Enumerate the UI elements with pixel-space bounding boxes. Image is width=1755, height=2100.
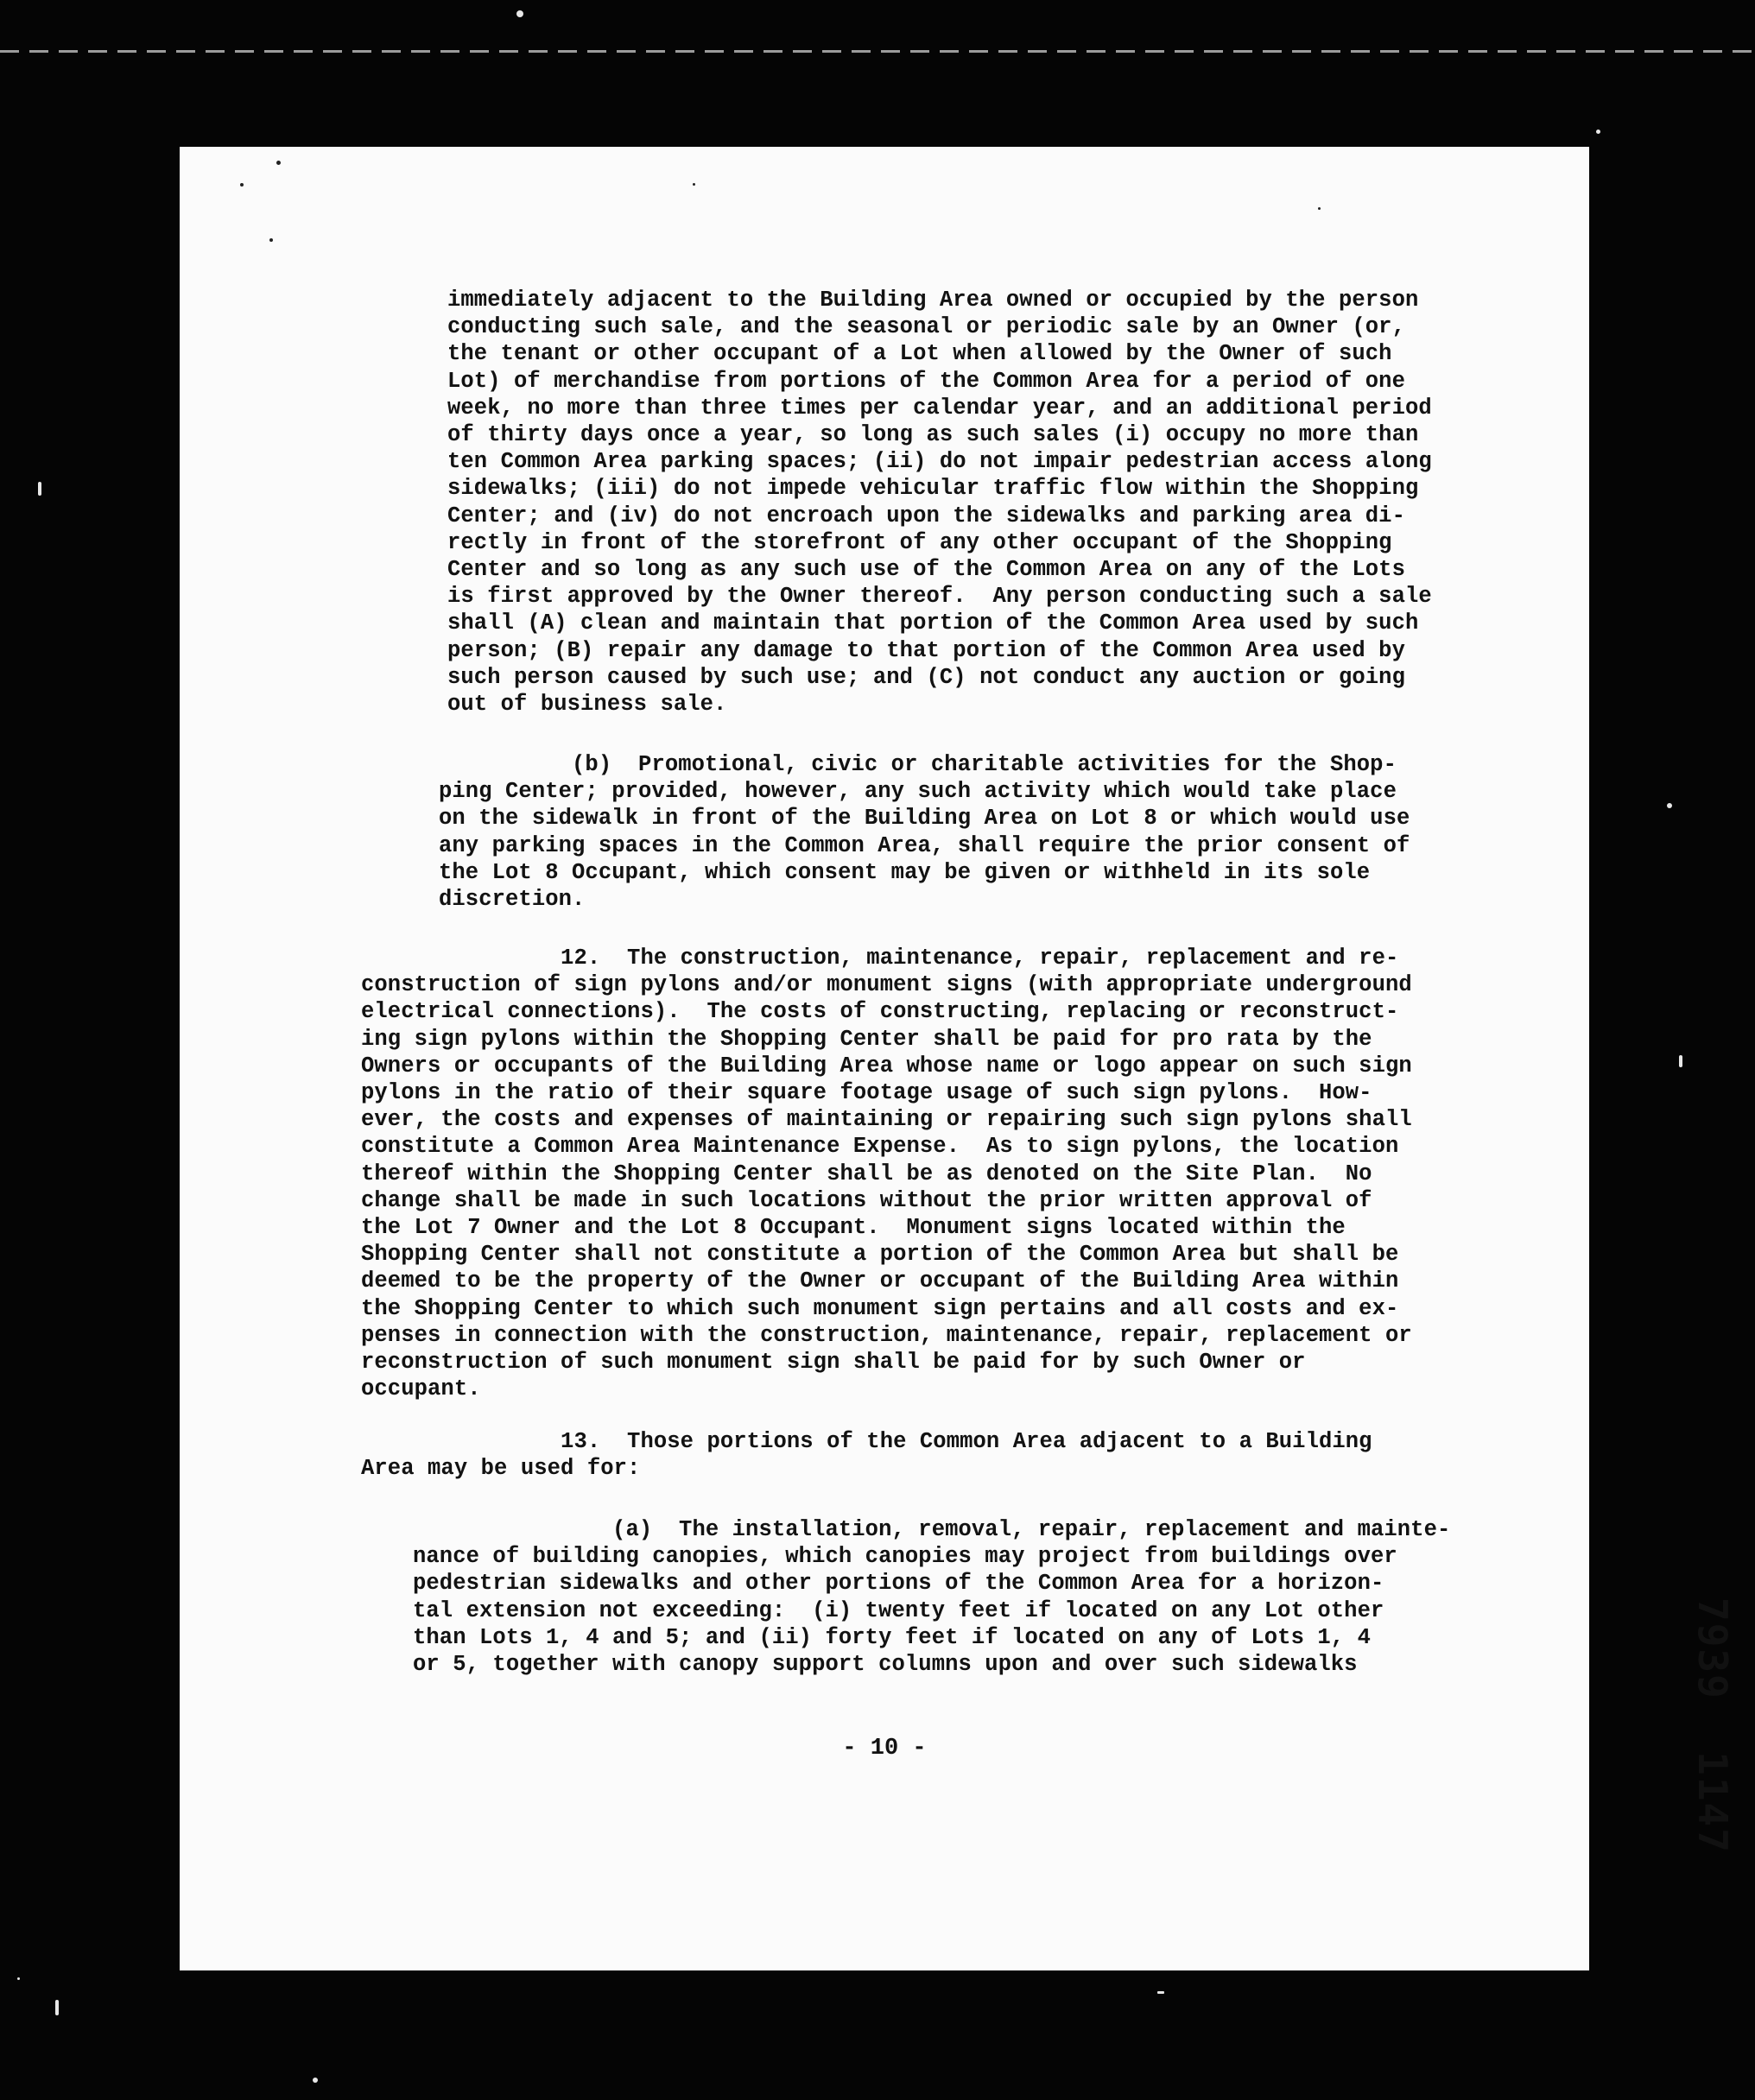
page-speck: [269, 238, 273, 242]
paragraph-13: 13. Those portions of the Common Area adjacent to a Building Area may be used for:: [361, 1429, 1372, 1482]
scan-edge-line: [0, 50, 1755, 53]
paragraph-continuation: immediately adjacent to the Building Area owned or occupied by the person conducting such sale, and the seasonal or periodic sale by an Owner (or, the tenant or other occupant of a Lot when allowed by the Owner of such Lot) of merchandise from portions of the Common Area for a period of one week, no more than three times per calendar year, and an additional period of thirty days once a year, so long as such sales (i) occupy no more than ten Common Area parking spaces; (ii) do not impair pedestrian access along sidewalks; (iii) do not impede vehicular traffic flow within the Shopping Center; and (iv) do not encroach upon the sidewalks and parking area di- rectly in front of the storefront of any other occupant of the Shopping Center and so long as any such use of the Common Area on any of the Lots is first approved by the Owner thereof. Any person conducting such a sale shall (A) clean and maintain that portion of the Common Area used by such person; (B) repair any damage to that portion of the Common Area used by such person caused by such use; and (C) not conduct any auction or going out of business sale.: [447, 288, 1432, 718]
scan-speck: [1667, 803, 1672, 808]
scan-speck: [55, 2000, 59, 2015]
scan-speck: [313, 2078, 318, 2083]
scan-speck: [1157, 1991, 1164, 1994]
scan-speck: [516, 10, 523, 17]
page-speck: [1318, 207, 1321, 210]
paragraph-b: (b) Promotional, civic or charitable activities for the Shop- ping Center; provided, however, any such activity which would take place on the sidewalk in front of the Building Area on Lot 8 or which would use any parking spaces in the Common Area, shall require the prior consent of the Lot 8 Occupant, which consent may be given or withheld in its sole discretion.: [439, 752, 1410, 913]
page-speck: [240, 183, 244, 187]
page-speck: [693, 183, 695, 186]
scan-speck: [1596, 130, 1600, 134]
margin-stamp-text: 7939 1147: [1689, 1597, 1736, 1854]
margin-recording-stamp: [1688, 1597, 1739, 1856]
paragraph-12: 12. The construction, maintenance, repair, replacement and re- construction of sign pylons and/or monument signs (with appropriate underground electrical connections). The costs of constructing, replacing or reconstruct- ing sign pylons within the Shopping Center shall be paid for pro rata by the Owners or occupants of the Building Area whose name or logo appear on such sign pylons in the ratio of their square footage usage of such sign pylons. How- ever, the costs and expenses of maintaining or repairing such sign pylons shall constitute a Common Area Maintenance Expense. As to sign pylons, the location thereof within the Shopping Center shall be as denoted on the Site Plan. No change shall be made in such locations without the prior written approval of the Lot 7 Owner and the Lot 8 Occupant. Monument signs located within the Shopping Center shall not constitute a portion of the Common Area but shall be deemed to be the property of the Owner or occupant of the Building Area within the Shopping Center to which such monument sign pertains and all costs and ex- penses in connection with the construction, maintenance, repair, replacement or reconstruction of such monument sign shall be paid for by such Owner or occupant.: [361, 946, 1412, 1402]
scan-speck: [1679, 1055, 1682, 1067]
page-speck: [276, 161, 281, 165]
page-number: - 10 -: [842, 1736, 927, 1762]
document-page: [180, 147, 1736, 1970]
paragraph-13a: (a) The installation, removal, repair, replacement and mainte- nance of building canopies, which canopies may project from buildings over pedestrian sidewalks and other portions of the Common Area for a horizon- tal extension not exceeding: (i) twenty feet if located on any Lot other than Lots 1, 4 and 5; and (ii) forty feet if located on any of Lots 1, 4 or 5, together with canopy support columns upon and over such sidewalks: [413, 1517, 1451, 1678]
scan-speck: [17, 1977, 20, 1980]
scan-speck: [38, 482, 41, 496]
